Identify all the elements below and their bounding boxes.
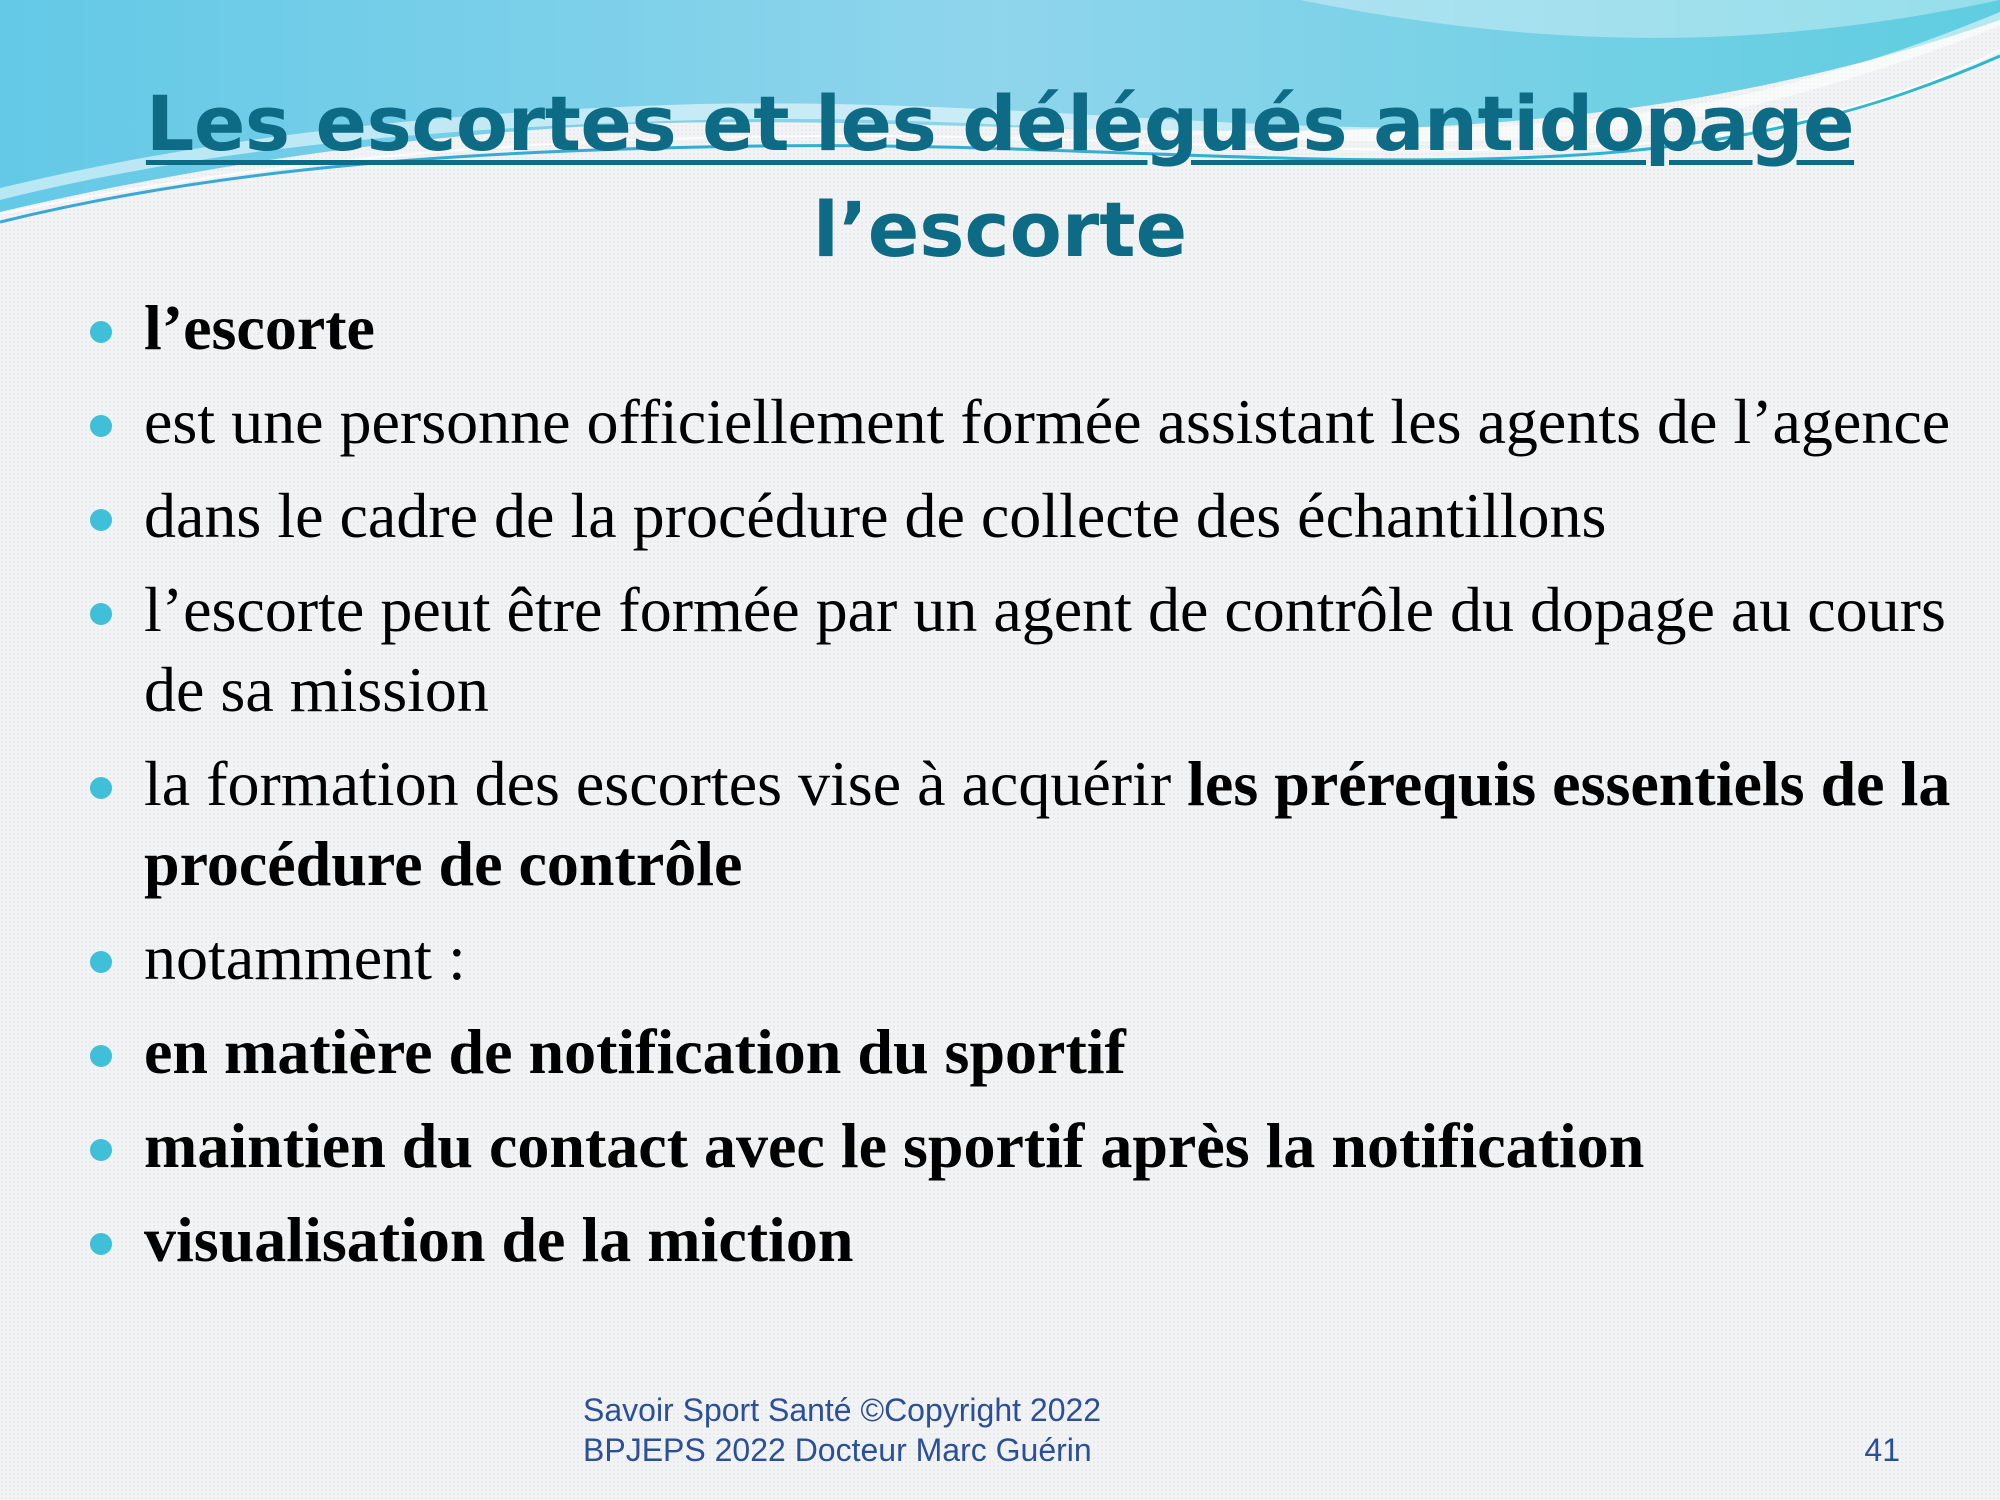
bullet-text: est une personne officiellement formée assistant les agents de l’agence [144,386,1951,457]
bullet-item [90,918,1970,998]
bullet-dot-icon [90,603,112,625]
page-number: 41 [1864,1432,1900,1468]
bullet-item [90,1012,1970,1092]
bullet-dot-icon [90,777,112,799]
bullet-item [90,382,1970,462]
bullet-item [90,476,1970,556]
bullet-text: la formation des escortes vise à acquérir [144,748,1188,819]
bullet-text: en matière de notification du sportif [144,1016,1126,1087]
bullet-dot-icon [90,1139,112,1161]
bullet-dot-icon [90,951,112,973]
slide-title: Les escortes et les délégués antidopage [145,79,1855,168]
bullet-list [90,288,1970,1294]
bullet-item [90,1200,1970,1280]
bullet-item [90,1106,1970,1186]
bullet-item [90,288,1970,368]
bullet-text-bold: les prérequis essentiels de la procédure de contrôle [144,748,1951,899]
bullet-item [90,570,1970,730]
bullet-text: dans le cadre de la procédure de collecte des échantillons [144,480,1607,551]
footer-author: BPJEPS 2022 Docteur Marc Guérin [583,1432,1092,1468]
bullet-dot-icon [90,509,112,531]
footer-copyright: Savoir Sport Santé ©Copyright 2022 [583,1392,1102,1428]
bullet-dot-icon [90,1045,112,1067]
bullet-dot-icon [90,415,112,437]
footer [583,1390,1101,1470]
bullet-text: maintien du contact avec le sportif après la notification [144,1110,1645,1181]
slide-subtitle: l’escorte [812,185,1188,274]
bullet-text: visualisation de la miction [144,1204,854,1275]
bullet-dot-icon [90,1233,112,1255]
bullet-text: l’escorte [144,292,375,363]
bullet-text: l’escorte peut être formée par un agent de contrôle du dopage au cours de sa mission [144,574,1946,725]
bullet-item [90,744,1970,904]
bullet-dot-icon [90,321,112,343]
bullet-text: notamment : [144,922,466,993]
